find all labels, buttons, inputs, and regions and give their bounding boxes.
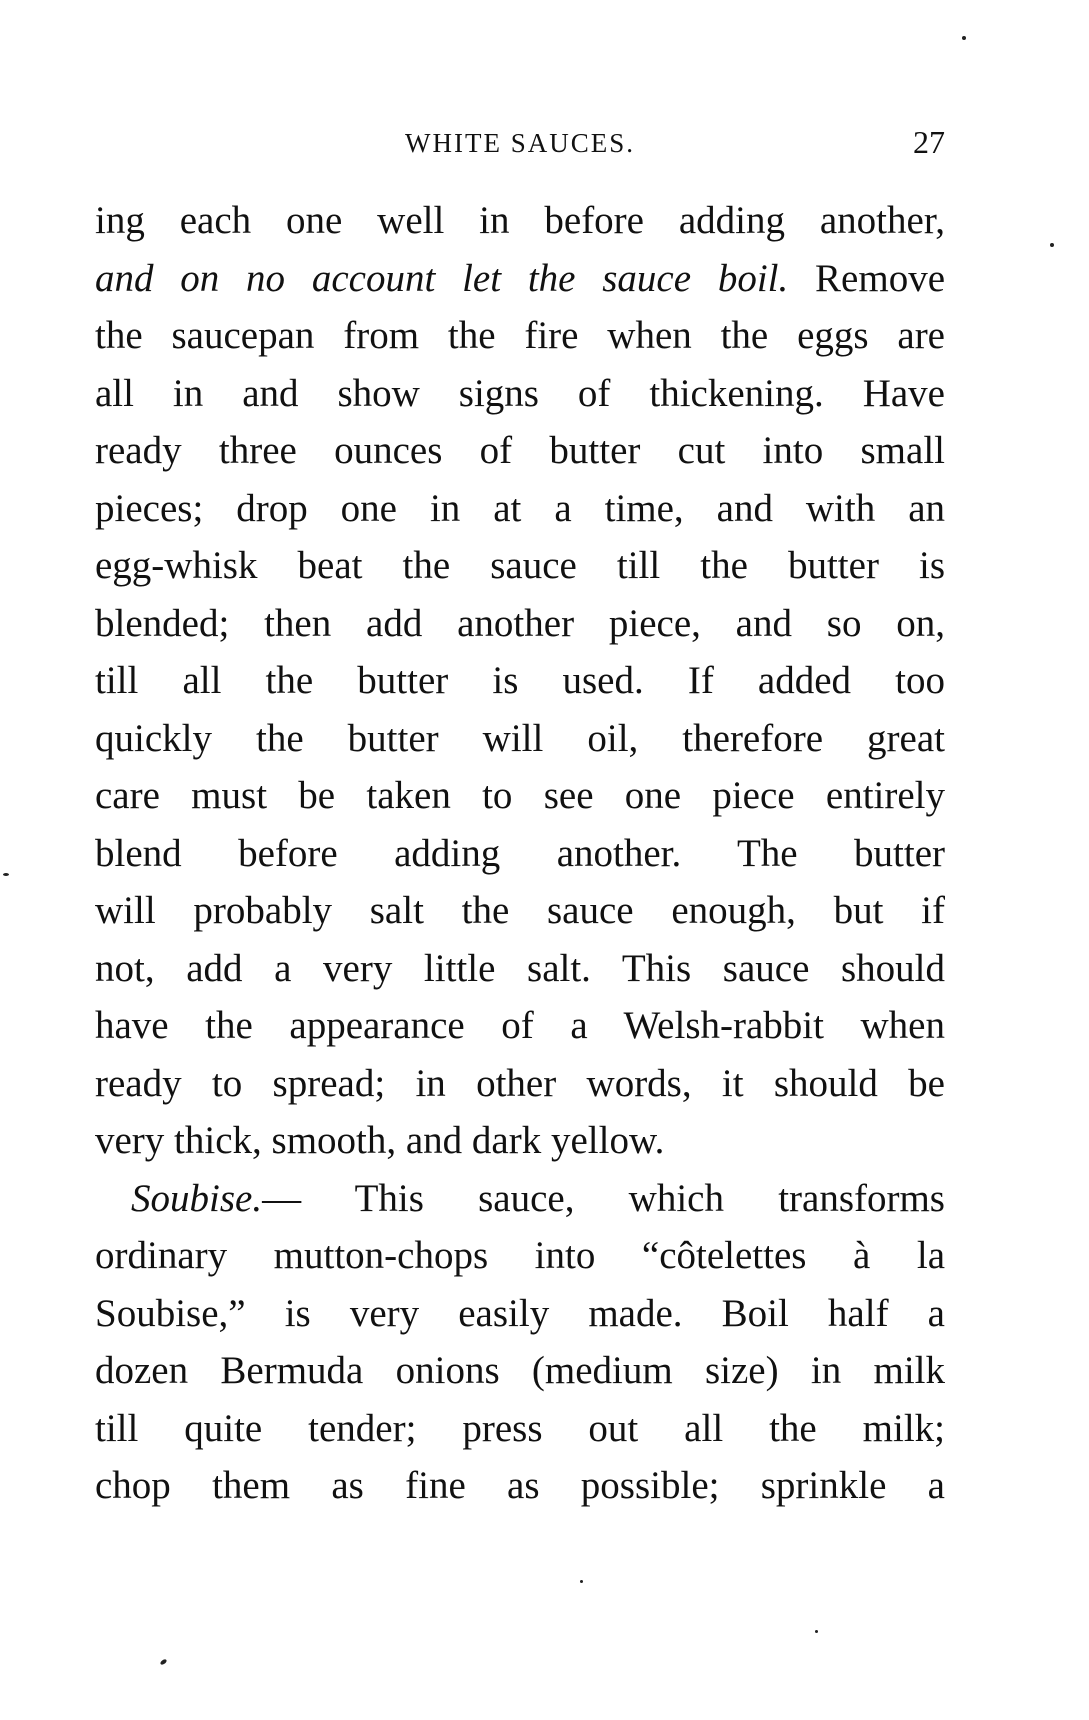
scan-speck	[815, 1630, 818, 1633]
scan-speck	[1050, 243, 1054, 247]
emphasis-phrase: and on no account let the sauce boil.	[95, 256, 789, 300]
text-line: have the appearance of a Welsh-rabbit when	[95, 1004, 945, 1047]
scan-speck	[3, 873, 9, 876]
running-title: WHITE SAUCES.	[405, 128, 635, 158]
text-line: blend before adding another. The butter	[95, 831, 945, 875]
text-line: chop them as fine as possible; sprinkle a	[95, 1464, 945, 1507]
page-number: 27	[913, 124, 945, 160]
text-line: care must be taken to see one piece entirely	[95, 774, 945, 817]
text-line: dozen Bermuda onions (medium size) in milk	[95, 1349, 945, 1392]
text-line: not, add a very little salt. This sauce should	[95, 946, 945, 990]
text-line: the saucepan from the fire when the eggs are	[95, 314, 945, 357]
text-line: blended; then add another piece, and so on,	[95, 601, 945, 645]
text-line: very thick, smooth, and dark yellow.	[95, 1119, 665, 1162]
text-line: ing each one well in before adding another,	[95, 199, 945, 242]
scan-speck	[580, 1580, 583, 1583]
text-line: will probably salt the sauce enough, but if	[95, 889, 945, 932]
text-line: and on no account let the sauce boil. Remove	[95, 256, 945, 300]
scan-speck	[159, 1658, 167, 1665]
text-line: Soubise.— This sauce, which transforms	[131, 1176, 945, 1220]
running-head	[95, 124, 945, 168]
text-line: ordinary mutton-chops into “côtelettes à la	[95, 1234, 945, 1277]
text-line: quickly the butter will oil, therefore great	[95, 716, 945, 760]
text-line: pieces; drop one in at a time, and with an	[95, 486, 945, 530]
section-heading: Soubise.	[131, 1176, 263, 1220]
text-line: till quite tender; press out all the milk;	[95, 1406, 945, 1450]
text-line: Soubise,” is very easily made. Boil half a	[95, 1291, 945, 1335]
text-line: ready to spread; in other words, it should be	[95, 1061, 945, 1105]
text-line: ready three ounces of butter cut into small	[95, 429, 945, 472]
text-line: egg-whisk beat the sauce till the butter is	[95, 544, 945, 587]
body-text	[95, 192, 945, 1515]
scan-speck	[962, 36, 966, 40]
text-line: till all the butter is used. If added too	[95, 659, 945, 702]
text-line: all in and show signs of thickening. Have	[95, 371, 945, 415]
